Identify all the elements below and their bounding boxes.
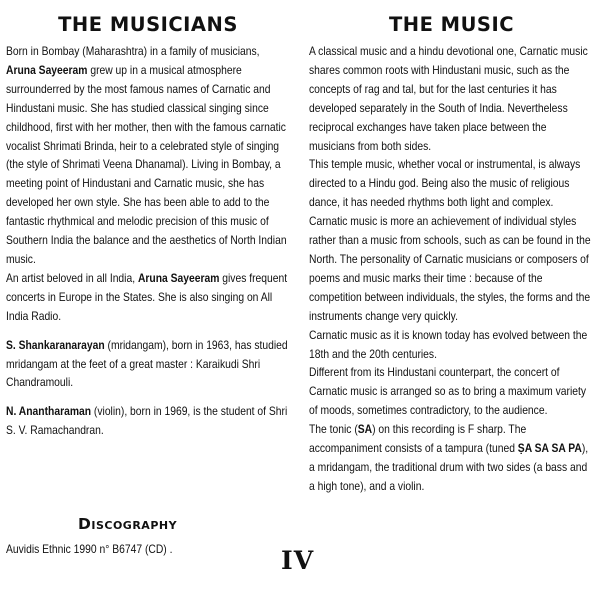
text-run: (mridangam), born in 1963, has studied mridangam at the feet of a great master : Karaikudi Shri Chandramouli. bbox=[6, 337, 288, 390]
tampura-tuning: ṢA SA SA PA bbox=[517, 441, 582, 456]
artist-name: Aruna Sayeeram bbox=[6, 62, 88, 77]
text-run: An artist beloved in all India, bbox=[6, 270, 138, 285]
music-paragraph-concert: Different from its Hindustani counterpart, the concert of Carnatic music is arranged so as to bring a maximum variety of moods, sometimes contradictory, to the audience. bbox=[309, 365, 587, 418]
text-run: ) on this recording is F sharp. The accompaniment consists of a tampura (tuned bbox=[309, 422, 527, 456]
musicians-paragraph-shankaranarayan bbox=[6, 336, 290, 393]
discography-entry: Auvidis Ethnic 1990 n° B6747 (CD) . bbox=[6, 542, 173, 556]
discography-heading: Discography bbox=[78, 515, 178, 533]
artist-name: N. Anantharaman bbox=[6, 404, 92, 419]
musicians-paragraph-concerts bbox=[6, 269, 290, 326]
music-paragraph-temple: This temple music, whether vocal or instrumental, is always directed to a Hindu god. Being also the music of religious dance, it has needed rhythms both light and complex. bbox=[309, 157, 581, 210]
music-paragraph-history: Carnatic music as it is known today has evolved between the 18th and the 20th centuries. bbox=[309, 327, 588, 361]
artist-name: Aruna Sayeeram bbox=[137, 270, 220, 285]
music-paragraph-tonic bbox=[309, 420, 595, 496]
musicians-column bbox=[6, 14, 290, 440]
musicians-paragraph-aruna bbox=[6, 42, 290, 269]
musicians-heading: THE MUSICIANS bbox=[58, 13, 238, 36]
musicians-paragraph-anantharaman bbox=[6, 402, 290, 440]
text-run: (violin), born in 1969, is the student of Shri S. V. Ramachandran. bbox=[6, 404, 288, 438]
text-run: Born in Bombay (Maharashtra) in a family of musicians, bbox=[6, 44, 260, 58]
tonic-note: SA bbox=[357, 422, 373, 437]
music-heading: THE MUSIC bbox=[388, 13, 515, 36]
text-run: gives frequent concerts in Europe in the States. She is also singing on All India Radio. bbox=[6, 270, 288, 323]
spacer bbox=[6, 326, 290, 336]
text-run: The tonic ( bbox=[309, 422, 358, 437]
page-number: IV bbox=[281, 546, 315, 575]
music-column bbox=[309, 14, 594, 496]
music-paragraph-styles: Carnatic music is more an achievement of individual styles rather than a music from schools, such as can be found in the North. The personality of Carnatic musicians or composers of poems and music marks their time : because of the competition between individuals, the styles, the forms and the instruments change very quickly. bbox=[309, 214, 591, 323]
text-run: ), a mridangam, the traditional drum with two sides (a bass and a high tone), and a violin. bbox=[309, 441, 589, 493]
music-paragraph-origins: A classical music and a hindu devotional one, Carnatic music shares common roots with Hindustani music, such as the concepts of rag and tal, but for the last centuries it has developed separately in the South of India. Nevertheless reciprocal exchanges have taken place between the musicians from both sides. bbox=[309, 44, 588, 153]
spacer bbox=[6, 392, 290, 402]
text-run: grew up in a musical atmosphere surrounderred by the most famous names of Carnatic and Hindustani music. She has studied classical singing since childhood, first with her mother, then with the famous carnatic vocalist Shrimati Brinda, heir to a celebrated style of singing (the style of Shrimati Veena Dhanamal). Living in Bombay, a meeting point of Hindustani and Carnatic music, she has developed her own style. She has been able to add to the fantastic rhythmical and melodic precision of this music of Southern India the balance and the aesthetics of North Indian music. bbox=[6, 62, 287, 266]
artist-name: S. Shankaranarayan bbox=[6, 337, 105, 352]
